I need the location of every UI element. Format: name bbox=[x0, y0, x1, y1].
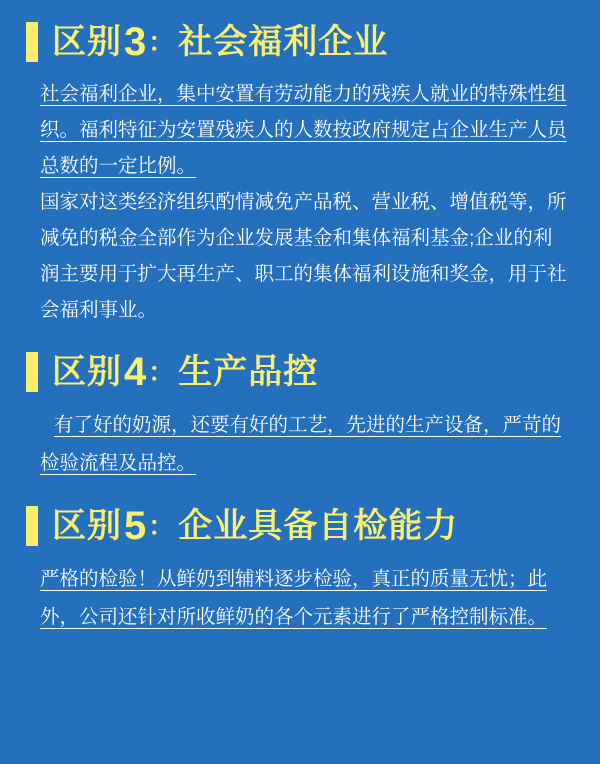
accent-bar bbox=[26, 352, 38, 392]
section-4-number: 4 bbox=[124, 350, 147, 394]
section-5-paragraph-1: 严格的检验！从鲜奶到辅料逐步检验，真正的质量无忧；此外，公司还针对所收鲜奶的各个元素进行了严格控制标准。 bbox=[40, 568, 548, 628]
section-3-title: 社会福利企业 bbox=[178, 23, 389, 61]
section-difference-4 bbox=[26, 330, 574, 482]
section-5-body bbox=[26, 560, 574, 636]
section-4-paragraph-1: 有了好的奶源，还要有好的工艺，先进的生产设备，严苛的检验流程及品控。 bbox=[40, 414, 562, 474]
section-3-heading bbox=[26, 22, 574, 62]
section-difference-5 bbox=[26, 484, 574, 636]
section-5-title: 企业具备自检能力 bbox=[178, 507, 459, 545]
section-difference-3 bbox=[26, 18, 574, 328]
section-5-colon: ： bbox=[148, 511, 175, 541]
section-3-body bbox=[26, 76, 574, 328]
section-5-number: 5 bbox=[124, 504, 147, 548]
section-3-paragraph-1: 社会福利企业，集中安置有劳动能力的残疾人就业的特殊性组织。福利特征为安置残疾人的人数按政府规定占企业生产人员总数的一定比例。 bbox=[40, 83, 567, 177]
section-5-label: 区别 bbox=[52, 507, 122, 545]
section-3-number: 3 bbox=[124, 20, 147, 64]
accent-bar bbox=[26, 22, 38, 62]
section-3-colon: ： bbox=[148, 27, 175, 57]
accent-bar bbox=[26, 506, 38, 546]
section-4-label: 区别 bbox=[52, 353, 122, 391]
section-4-body bbox=[26, 406, 574, 482]
section-3-label: 区别 bbox=[52, 23, 122, 61]
section-5-heading bbox=[26, 506, 574, 546]
section-4-title: 生产品控 bbox=[178, 353, 319, 391]
section-3-paragraph-2: 国家对这类经济组织酌情减免产品税、营业税、增值税等，所减免的税金全部作为企业发展基金和集体福利基金;企业的利润主要用于扩大再生产、职工的集体福利设施和奖金，用于社会福利事业。 bbox=[40, 191, 567, 321]
section-4-heading bbox=[26, 352, 574, 392]
section-4-colon: ： bbox=[148, 357, 175, 387]
